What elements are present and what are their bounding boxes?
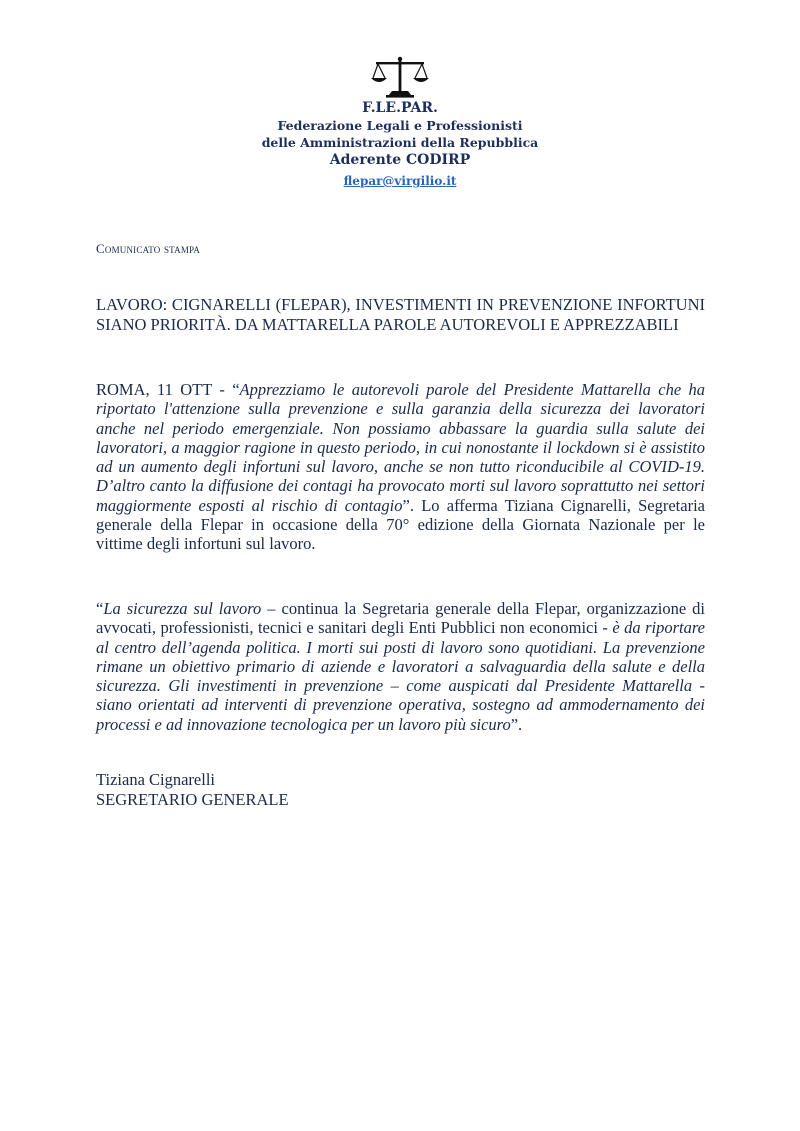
scales-of-justice-icon — [370, 56, 430, 98]
org-name-line-2: delle Amministrazioni della Repubblica — [261, 135, 539, 150]
paragraph-2-open-quote: “ — [96, 599, 104, 618]
paragraph-2-quote-a: La sicurezza sul lavoro — [103, 599, 262, 618]
paragraph-1-quote: Apprezziamo le autorevoli parole del Presidente Mattarella che ha riportato l'attenzione sulla prevenzione e sulla garanzia della sicurezza dei lavoratori anche nel periodo emergenziale. Non possiamo abbassare la guardia sulla salute dei lavoratori, a maggior ragione in questo periodo, in cui nonostante il lockdown si è assistito ad un aumento degli infortuni sul lavoro, anche se non tutto riconducibile al COVID-19. D’altro canto la diffusione dei contagi ha provocato morti sul lavoro soprattutto nei settori maggiormente esposti al rischio di contagio — [96, 380, 705, 515]
paragraph-2-close: ”. — [510, 714, 523, 734]
org-affiliation: Aderente CODIRP — [329, 152, 471, 168]
paragraph-2-quote-b: è da riportare al centro dell’agenda politica. I morti sui posti di lavoro sono quotidiani. La prevenzione rimane un obiettivo primario di aziende e lavoratori a salvaguardia della salute e della sicurezza. Gli investimenti in prevenzione – come auspicati dal Presidente Mattarella - siano orientati ad interventi di prevenzione operativa, sostegno ad ammodernamento dei processi e ad innovazione tecnologica per un lavoro più sicuro — [96, 618, 706, 734]
paragraph-1-tail: ”. Lo afferma Tiziana Cignarelli, Segretaria generale della Flepar in occasione della 70° edizione della Giornata Nazionale per le vittime degli infortuni sul lavoro. — [96, 495, 705, 554]
signature-block — [96, 770, 289, 809]
paragraph-2-mid: – continua la Segretaria generale della Flepar, organizzazione di avvocati, professionisti, tecnici e sanitari degli Enti Pubblici non economici - — [96, 599, 706, 638]
document-type-label: Comunicato stampa — [96, 241, 201, 256]
paragraph-1-lead: ROMA, 11 OTT - “ — [96, 380, 240, 399]
paragraph-1 — [96, 380, 705, 554]
signatory-name: Tiziana Cignarelli — [96, 770, 215, 789]
letterhead — [200, 56, 600, 190]
signatory-title: SEGRETARIO GENERALE — [96, 789, 289, 809]
paragraph-2 — [96, 599, 705, 734]
press-release-headline: LAVORO: CIGNARELLI (FLEPAR), INVESTIMENTI IN PREVENZIONE INFORTUNI SIANO PRIORITÀ. DA MATTARELLA PAROLE AUTOREVOLI E APPREZZABILI — [96, 295, 705, 334]
email-link[interactable]: flepar@virgilio.it — [343, 174, 457, 188]
org-acronym: F.LE.PAR. — [362, 100, 438, 116]
org-name-line-1: Federazione Legali e Professionisti — [277, 118, 523, 133]
